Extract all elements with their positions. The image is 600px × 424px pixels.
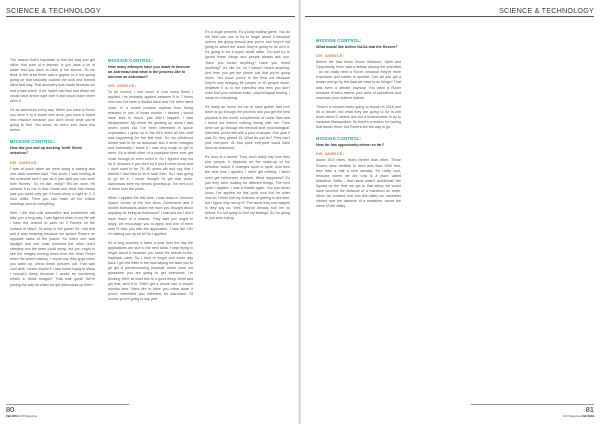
page-number: 81 [585,405,594,414]
text-column-3 [205,30,290,225]
page-number: 80 [6,405,15,414]
footer-rule [6,404,129,405]
paragraph: It's kind of a secret. They don't really say how they pick people. It depends on the make-up of the selection board. It changes cycle to cycle. And then the next time I applied, I didn't get nothing. I didn't even get references checked. What happened? It's just they were looking for different things. The next cycle I applied, I was a finalist again. You just never know. I've applied for this cycle now but I'm older now so I think that my chances of getting in are less, but I figure why not try it? The worst they can happen is they say no. Well, they've already told me no before. It's not going to hurt my feelings. So I'm going to just keep trying! [205,155,290,221]
paragraph: I was at lunch when we were doing a training and one older scientist said, "You know, I was looking at the schedule and if you do it just right you can work both Rovers." So I'm like, really? Tell me more. He showed it to me in flow charts and what that meant was you could only get 4 hours sleep a night in 2, 3 hour shifts. Then you can make all the critical meetings and do everything. [10,166,95,207]
answer-label: DR. AMRICE: [108,83,137,89]
left-page [0,0,299,424]
question-text: How did you end up working 'both' Rover missions? [10,146,83,156]
question-text: What would like before NASA had the Rovers? [316,45,398,49]
header-rule [6,16,295,17]
paragraph: The reason that's important is that the way you get silica, that pure of a deposit, is you have a lot of water and you have to have a hot source. So we think in the area there was a geyser or a hot spring going on that basically cooked the rock and formed silica that way. That discovery was made because we had a bad wheel. If we hadn't had that bad wheel we would have driven right over it and would have never seen it. [10,58,95,103]
question-label: MISSION CONTROL: [316,136,362,142]
paragraph: To be honest, I lost count of how many times I applied. I've probably applied between 5 to 7 times now and I've been a finalist twice and I've been rated close. In a sense process anyhow from being selected in one of those rounds. I wished I would have kept in touch, just didn't happen, I was disappointed. My whole life growing up, since I was seven years old, I've been interested in space exploration. I grew up in the 60's when all this stuff was happening for the first time. So my childhood dream was to be an astronaut and it never changed and eventually I knew if I was very tough to get in there. It's a small sliver of a populace there ever get close enough to even smell it. So I figured why not try it, because if you don't try it you'll never know and I don't want to be 70, 80 years old and say that I wished I had tried to do it back then. So I was going to go for it. I never thought I'd get that close. Astronauts were my heroes growing up. I've met a lot of them over the years. [108,90,193,192]
footer-magazine: 1MI Magazine [19,414,38,418]
text-column-1 [316,38,401,213]
answer-label: DR. AMRICE: [316,53,345,59]
answer-label: DR. AMRICE: [316,151,345,157]
text-column-1 [10,58,95,292]
paragraph: It's a tough process, it's a long waiting game. You do the best you can to try to forget about it because rumors are going around and you're told they're not going to select the class, they're going to do next it. It's going to be a super small class. You just try to ignore these things and people always ask you, 'Have you heard anything? Have you heard anything?' It's like no, no I haven't heard anything. And then you get the phone call that you're going down. You know you're in the final cut because they're only bringing 80 people or 50 people down, whatever it is, to the interview and then you don't even find your medical exam, psychological testing, I mean it's everything. [205,30,290,101]
paragraph: About 26.9 miles, that's farther than other. Those Rovers were certified to drive less than 1000 feet, less than a half a mile actually. It's really cool, because where we are now is a place called Marathon Valley - that name wasn't accidental! We figured by the time we get to that valley we would have covered the distance of a marathon on earth. When we crossed over into this valley our odometer clicked over the distance of a marathon, hence the name of the valley. [316,158,401,209]
footer-magazine: 1MI Magazine [562,414,581,418]
right-page [301,0,600,424]
paragraph: Before we had these Rover Missions, Spirit and Opportunity, there was a debate among the scientists - do we really need a Rover, because they're more expensive and harder to operate. Can we just get a lander and go by the data we have to do things? That was even a debate anyhow! You want a Rover because Rovers extend your area of operations and maximize your science dollars. [316,60,401,100]
question-label: MISSION CONTROL: [108,58,154,63]
footer-issue: Fall 2019 [581,414,594,418]
footer-credit [6,414,37,418]
paragraph: It's an adventure every day. When you have a Rover you drive it to a brand new area, you have a brand new mission because you don't know what you're going to find. You know, no one's ever done this before. [10,107,95,133]
paragraph: Well, I did that until adrenaline and excitement will take you a long way. I just figured when in my life will I have the chance to work on 2 Rovers on the surface of Mars? I'd sleep in the grave! So I did that and it was amazing because we landed Rovers on opposite sides of the planet. So when one was daylight and one solar powered the other one's sleeping and the team could sleep, but you ought to see the images coming down from the other Rover when the team's asleep. I would say they guys when you wake up, check these pictures out. That was cool stuff. I knew myself if I was home trying to sleep I wouldn't sleep because I would be wondering what's in those images? That was great! We're paving the way for when we get Astronauts up there. [10,211,95,287]
footer-credit [563,414,594,418]
header-rule [305,16,594,17]
section-header: SCIENCE & TECHNOLOGY [499,6,594,15]
question-text: How far has opportunity driven so far? [316,143,384,148]
question-label: MISSION CONTROL: [316,38,362,43]
question-label: MISSION CONTROL: [10,139,56,145]
footer-rule [471,404,594,405]
paragraph: It's really an honor for me to have gotten that love twice to go through the process and you get the best physical in the world. compliments of Uncle Sam and I found out there's nothing wrong with me. Then when we go through the medical stuff, psychological, interview, you're left with a pool of people. One year it was 20, they picked 15. What do you do? They can't pick everyone. At that point everyone could have been an Astronaut. [205,105,290,151]
paragraph: There's a mission that's going to launch in 2018 and it's a lander, but what they are going to do is drill down about 3 meters and put a seismometer to try to measure Marsquakes. So there's a reason for having that lander there, but Rovers are the way to go. [316,104,401,130]
paragraph: It's a long process, it takes a year from the day the applications are due to the next class. I kept trying to forget about it because you know it's needle-in-the-haystack odds. So I kind of forgot and some day back I got this letter in the mail saying we want you to go get a preinterviewing physical, which does not guarantee you are going to get interviews. I'm thinking Well, at least this is a good thing! Went and got that, sent it in. Didn't get a phone call. A couple months later, Went like to have you come down if you're interested and interview for Astronaut. Of course you're going to say yes! [108,240,193,301]
paragraph: When I applied the first time, I was down in Johnson Space Center at the Von Ness Conference and 2 shuttle Astronauts asked me have you thought about applying for being an Astronaut? I said yes but I don't have much of a chance. They said you ought to apply, we encourage you to apply and one of them said I'll help you with the application. I was like OK! I'm talking you up on it!! So I applied. [108,196,193,236]
section-header: SCIENCE & TECHNOLOGY [6,6,101,15]
footer-issue: Fall 2019 [6,414,19,418]
question-text: How many attempts have you made to become an Astronaut and what is the process like to become an Astronaut? [108,65,190,80]
text-column-2 [108,58,193,306]
answer-label: DR. AMRICE: [10,159,39,165]
